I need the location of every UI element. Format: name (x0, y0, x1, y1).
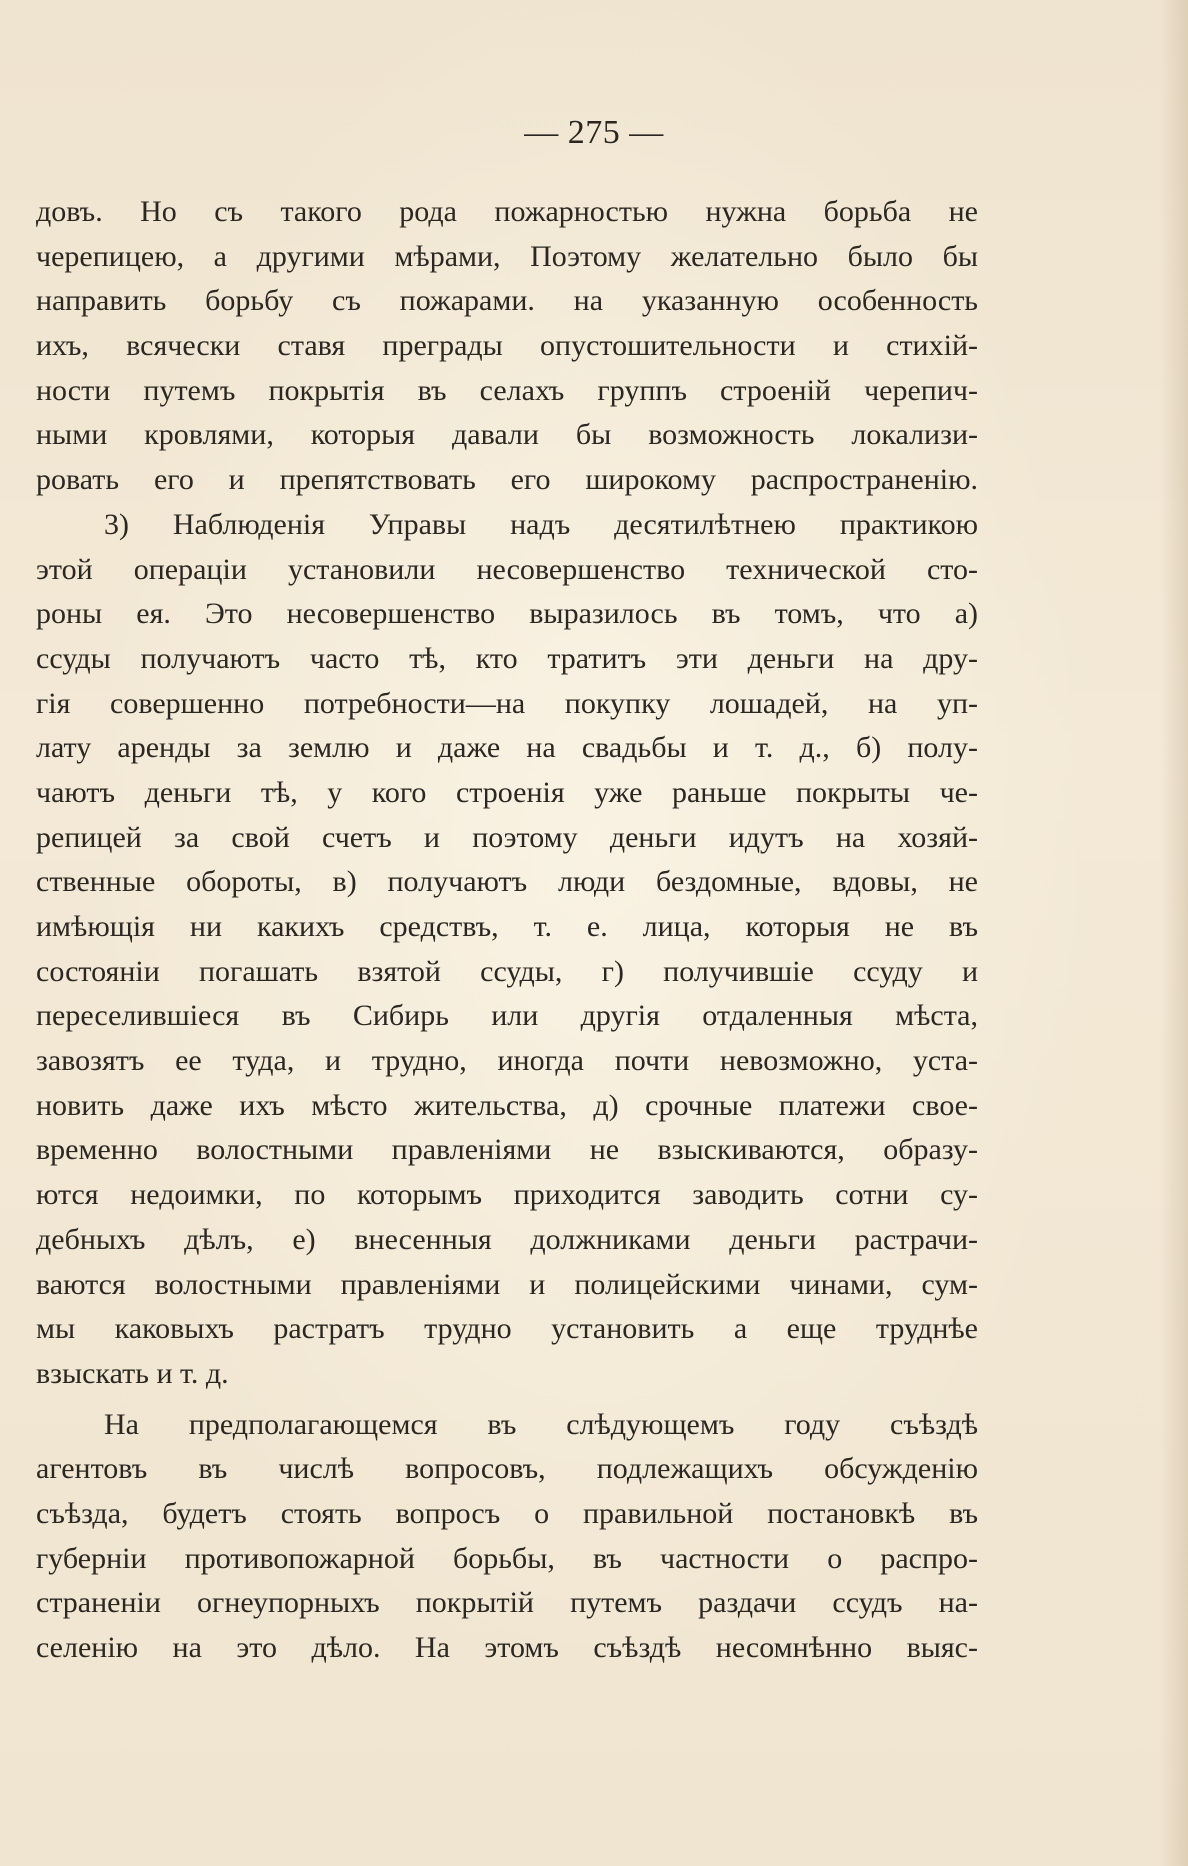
text-line: ности путемъ покрытія въ селахъ группъ строеній черепич- (36, 373, 978, 407)
text-line: гія совершенно потребности—на покупку лошадей, на уп- (36, 686, 978, 720)
text-line: переселившіеся въ Сибирь или другія отдаленныя мѣста, (36, 999, 978, 1033)
text-line: ссуды получаютъ часто тѣ, кто тратитъ эти деньги на дру- (36, 641, 978, 675)
text-line: 3) Наблюденія Управы надъ десятилѣтнею практикою (104, 507, 978, 541)
text-line: лату аренды за землю и даже на свадьбы и т. д., б) полу- (36, 731, 978, 765)
text-line: чаютъ деньги тѣ, у кого строенія уже раньше покрыты че- (36, 775, 978, 809)
text-line: завозятъ ее туда, и трудно, иногда почти невозможно, уста- (36, 1044, 978, 1078)
text-line: мы каковыхъ растратъ трудно установить а еще труднѣе (36, 1312, 978, 1346)
text-line: имѣющія ни какихъ средствъ, т. е. лица, которыя не въ (36, 910, 978, 943)
text-line: селенію на это дѣло. На этомъ съѣздѣ несомнѣнно выяс- (36, 1631, 978, 1664)
text-line: ными кровлями, которыя давали бы возможность локализи- (36, 418, 978, 452)
text-line: агентовъ въ числѣ вопросовъ, подлежащихъ обсужденію (36, 1452, 978, 1486)
text-line: взыскать и т. д. (36, 1356, 229, 1390)
text-line: временно волостными правленіями не взыскиваются, образу- (36, 1133, 978, 1167)
text-line: ваются волостными правленіями и полицейскими чинами, сум- (36, 1267, 978, 1301)
text-line: ются недоимки, по которымъ приходится заводить сотни су- (36, 1178, 978, 1212)
text-line: довъ. Но съ такого рода пожарностью нужна борьба не (36, 195, 978, 228)
text-line: роны ея. Это несовершенство выразилось въ томъ, что а) (36, 597, 978, 631)
text-line: дебныхъ дѣлъ, е) внесенныя должниками деньги растрачи- (36, 1222, 978, 1256)
page-edge-shadow (1160, 0, 1188, 1866)
text-line: ровать его и препятствовать его широкому распространенію. (36, 463, 978, 497)
page-number: — 275 — (524, 114, 664, 151)
text-line: съѣзда, будетъ стоять вопросъ о правильной постановкѣ въ (36, 1496, 978, 1530)
text-line: страненіи огнеупорныхъ покрытій путемъ раздачи ссудъ на- (36, 1586, 978, 1620)
body-text (36, 190, 978, 1671)
text-line: На предполагающемся въ слѣдующемъ году съѣздѣ (104, 1407, 978, 1441)
text-line: состояніи погашать взятой ссуды, г) получившіе ссуду и (36, 954, 978, 988)
text-line: ихъ, всячески ставя преграды опустошительности и стихій- (36, 329, 978, 363)
text-line: направить борьбу съ пожарами. на указанную особенность (36, 284, 978, 318)
text-line: черепицею, а другими мѣрами, Поэтому желательно было бы (36, 239, 978, 273)
text-line: новить даже ихъ мѣсто жительства, д) срочные платежи свое- (36, 1088, 978, 1122)
text-line: губерніи противопожарной борьбы, въ частности о распро- (36, 1541, 978, 1575)
text-line: этой операціи установили несовершенство технической сто- (36, 552, 978, 586)
text-line: ственные обороты, в) получаютъ люди бездомные, вдовы, не (36, 865, 978, 899)
text-line: репицей за свой счетъ и поэтому деньги идутъ на хозяй- (36, 820, 978, 854)
